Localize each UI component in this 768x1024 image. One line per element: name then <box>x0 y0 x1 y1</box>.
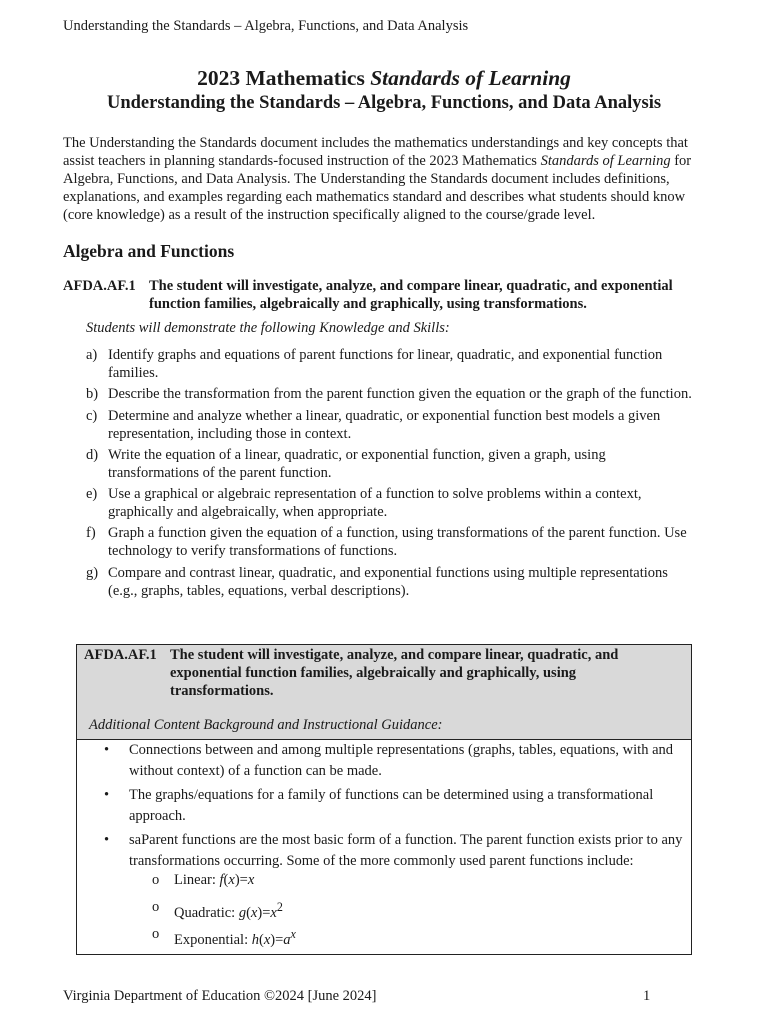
list-marker: e) <box>86 486 98 503</box>
list-item <box>104 785 684 827</box>
bullet-marker: • <box>104 742 110 758</box>
sub-marker: o <box>152 926 160 942</box>
function-rhs: x <box>247 872 255 888</box>
function-rhs: a <box>283 931 291 948</box>
function-name: h <box>251 931 259 948</box>
function-var: x <box>263 931 271 948</box>
function-name: g <box>238 904 247 921</box>
footer-copyright: Virginia Department of Education ©2024 [June 2024] <box>63 988 377 1004</box>
function-exponent: 2 <box>276 900 283 914</box>
function-label: Quadratic: <box>174 904 239 921</box>
list-item <box>86 385 696 403</box>
list-marker: g) <box>86 564 99 581</box>
list-item-text: Identify graphs and equations of parent functions for linear, quadratic, and exponential function families. <box>108 347 663 381</box>
title-italic: Standards of Learning <box>370 66 571 90</box>
list-marker: f) <box>86 525 96 542</box>
list-item <box>86 485 696 521</box>
list-item-text: Determine and analyze whether a linear, quadratic, or exponential function best models a given representation, including those in context. <box>108 407 661 442</box>
guidance-table <box>76 644 692 955</box>
guidance-bullets <box>104 740 684 875</box>
function-label: Linear: <box>174 872 220 888</box>
list-marker: a) <box>86 347 98 363</box>
standard-text: The student will investigate, analyze, and compare linear, quadratic, and exponential function families, algebraically and graphically, using transformations. <box>149 278 673 312</box>
list-item <box>86 346 696 382</box>
guidance-standard-code: AFDA.AF.1 <box>84 647 157 663</box>
list-marker: d) <box>86 446 99 463</box>
function-name: f <box>219 872 224 888</box>
intro-paragraph <box>63 134 708 224</box>
list-item: o Quadratic: $g(x)=x^2$ <box>152 899 283 921</box>
list-item-text: Graph a function given the equation of a function, using transformations of the parent function. Use technology to verify transformations of functions. <box>108 525 687 560</box>
function-var: x <box>228 872 235 888</box>
bullet-marker: • <box>104 787 110 803</box>
list-item: o Linear: f(x)=x <box>152 870 296 897</box>
intro-part1: The Understanding the Standards document includes the mathematics understandings and key concepts that assist teachers in planning standards-focused instruction of the 2023 Mathematics <box>63 135 688 169</box>
bullet-text: saParent functions are the most basic form of a function. The parent function exists prior to any transformations occurring. Some of the more commonly used parent functions include: <box>129 832 683 869</box>
title-prefix: 2023 Mathematics <box>197 66 371 90</box>
function-var: x <box>250 904 258 921</box>
guidance-label: Additional Content Background and Instructional Guidance: <box>89 717 443 733</box>
skills-intro: Students will demonstrate the following Knowledge and Skills: <box>86 320 450 336</box>
function-label: Exponential: <box>174 931 252 948</box>
list-marker: c) <box>86 407 98 424</box>
list-item <box>86 446 696 482</box>
intro-part2: for Algebra, Functions, and Data Analysis. The Understanding the Standards document includes definitions, explanations, and examples regarding each mathematics standard and describes what students should know (core knowledge) as a result of the instruction specifically aligned to the course/grade level. <box>63 153 692 223</box>
sub-marker: o <box>152 872 160 888</box>
list-item <box>104 740 684 782</box>
list-item-text: Describe the transformation from the parent function given the equation or the graph of the function. <box>108 386 692 403</box>
list-item: o Exponential: $h(x)=a^x$ <box>152 926 296 948</box>
skills-list <box>86 346 696 603</box>
document-title <box>0 66 768 91</box>
list-item-text: Use a graphical or algebraic representation of a function to solve problems within a context, graphically and algebraically, when appropriate. <box>108 486 642 521</box>
bullet-text: Connections between and among multiple representations (graphs, tables, equations, with and without context) of a function can be made. <box>129 742 674 779</box>
function-exponent: x <box>290 927 296 941</box>
bullet-marker: • <box>104 832 110 848</box>
standard-code: AFDA.AF.1 <box>63 278 136 294</box>
function-rhs: x <box>270 904 277 921</box>
parent-functions-list <box>152 870 296 951</box>
intro-italic: Standards of Learning <box>540 153 671 169</box>
running-header: Understanding the Standards – Algebra, Functions, and Data Analysis <box>63 18 469 34</box>
list-item <box>86 564 696 600</box>
section-heading: Algebra and Functions <box>63 241 235 261</box>
list-item-text: Write the equation of a linear, quadratic, or exponential function, given a graph, using transformations of the parent function. <box>108 446 606 481</box>
document-subtitle: Understanding the Standards – Algebra, Functions, and Data Analysis <box>106 93 662 113</box>
guidance-table-header <box>77 645 691 740</box>
bullet-text: The graphs/equations for a family of functions can be determined using a transformational approach. <box>129 787 654 824</box>
list-marker: b) <box>86 386 99 403</box>
sub-marker: o <box>152 899 160 915</box>
standard-statement <box>63 277 708 313</box>
list-item-text: Compare and contrast linear, quadratic, and exponential functions using multiple representations (e.g., graphs, tables, equations, verbal descriptions). <box>108 564 668 599</box>
page-number: 1 <box>643 988 651 1004</box>
list-item <box>86 407 696 443</box>
list-item <box>86 524 696 560</box>
list-item <box>104 830 684 872</box>
guidance-standard <box>84 646 674 700</box>
guidance-standard-text: The student will investigate, analyze, and compare linear, quadratic, and exponential function families, algebraically and graphically, using transformations. <box>170 647 619 699</box>
